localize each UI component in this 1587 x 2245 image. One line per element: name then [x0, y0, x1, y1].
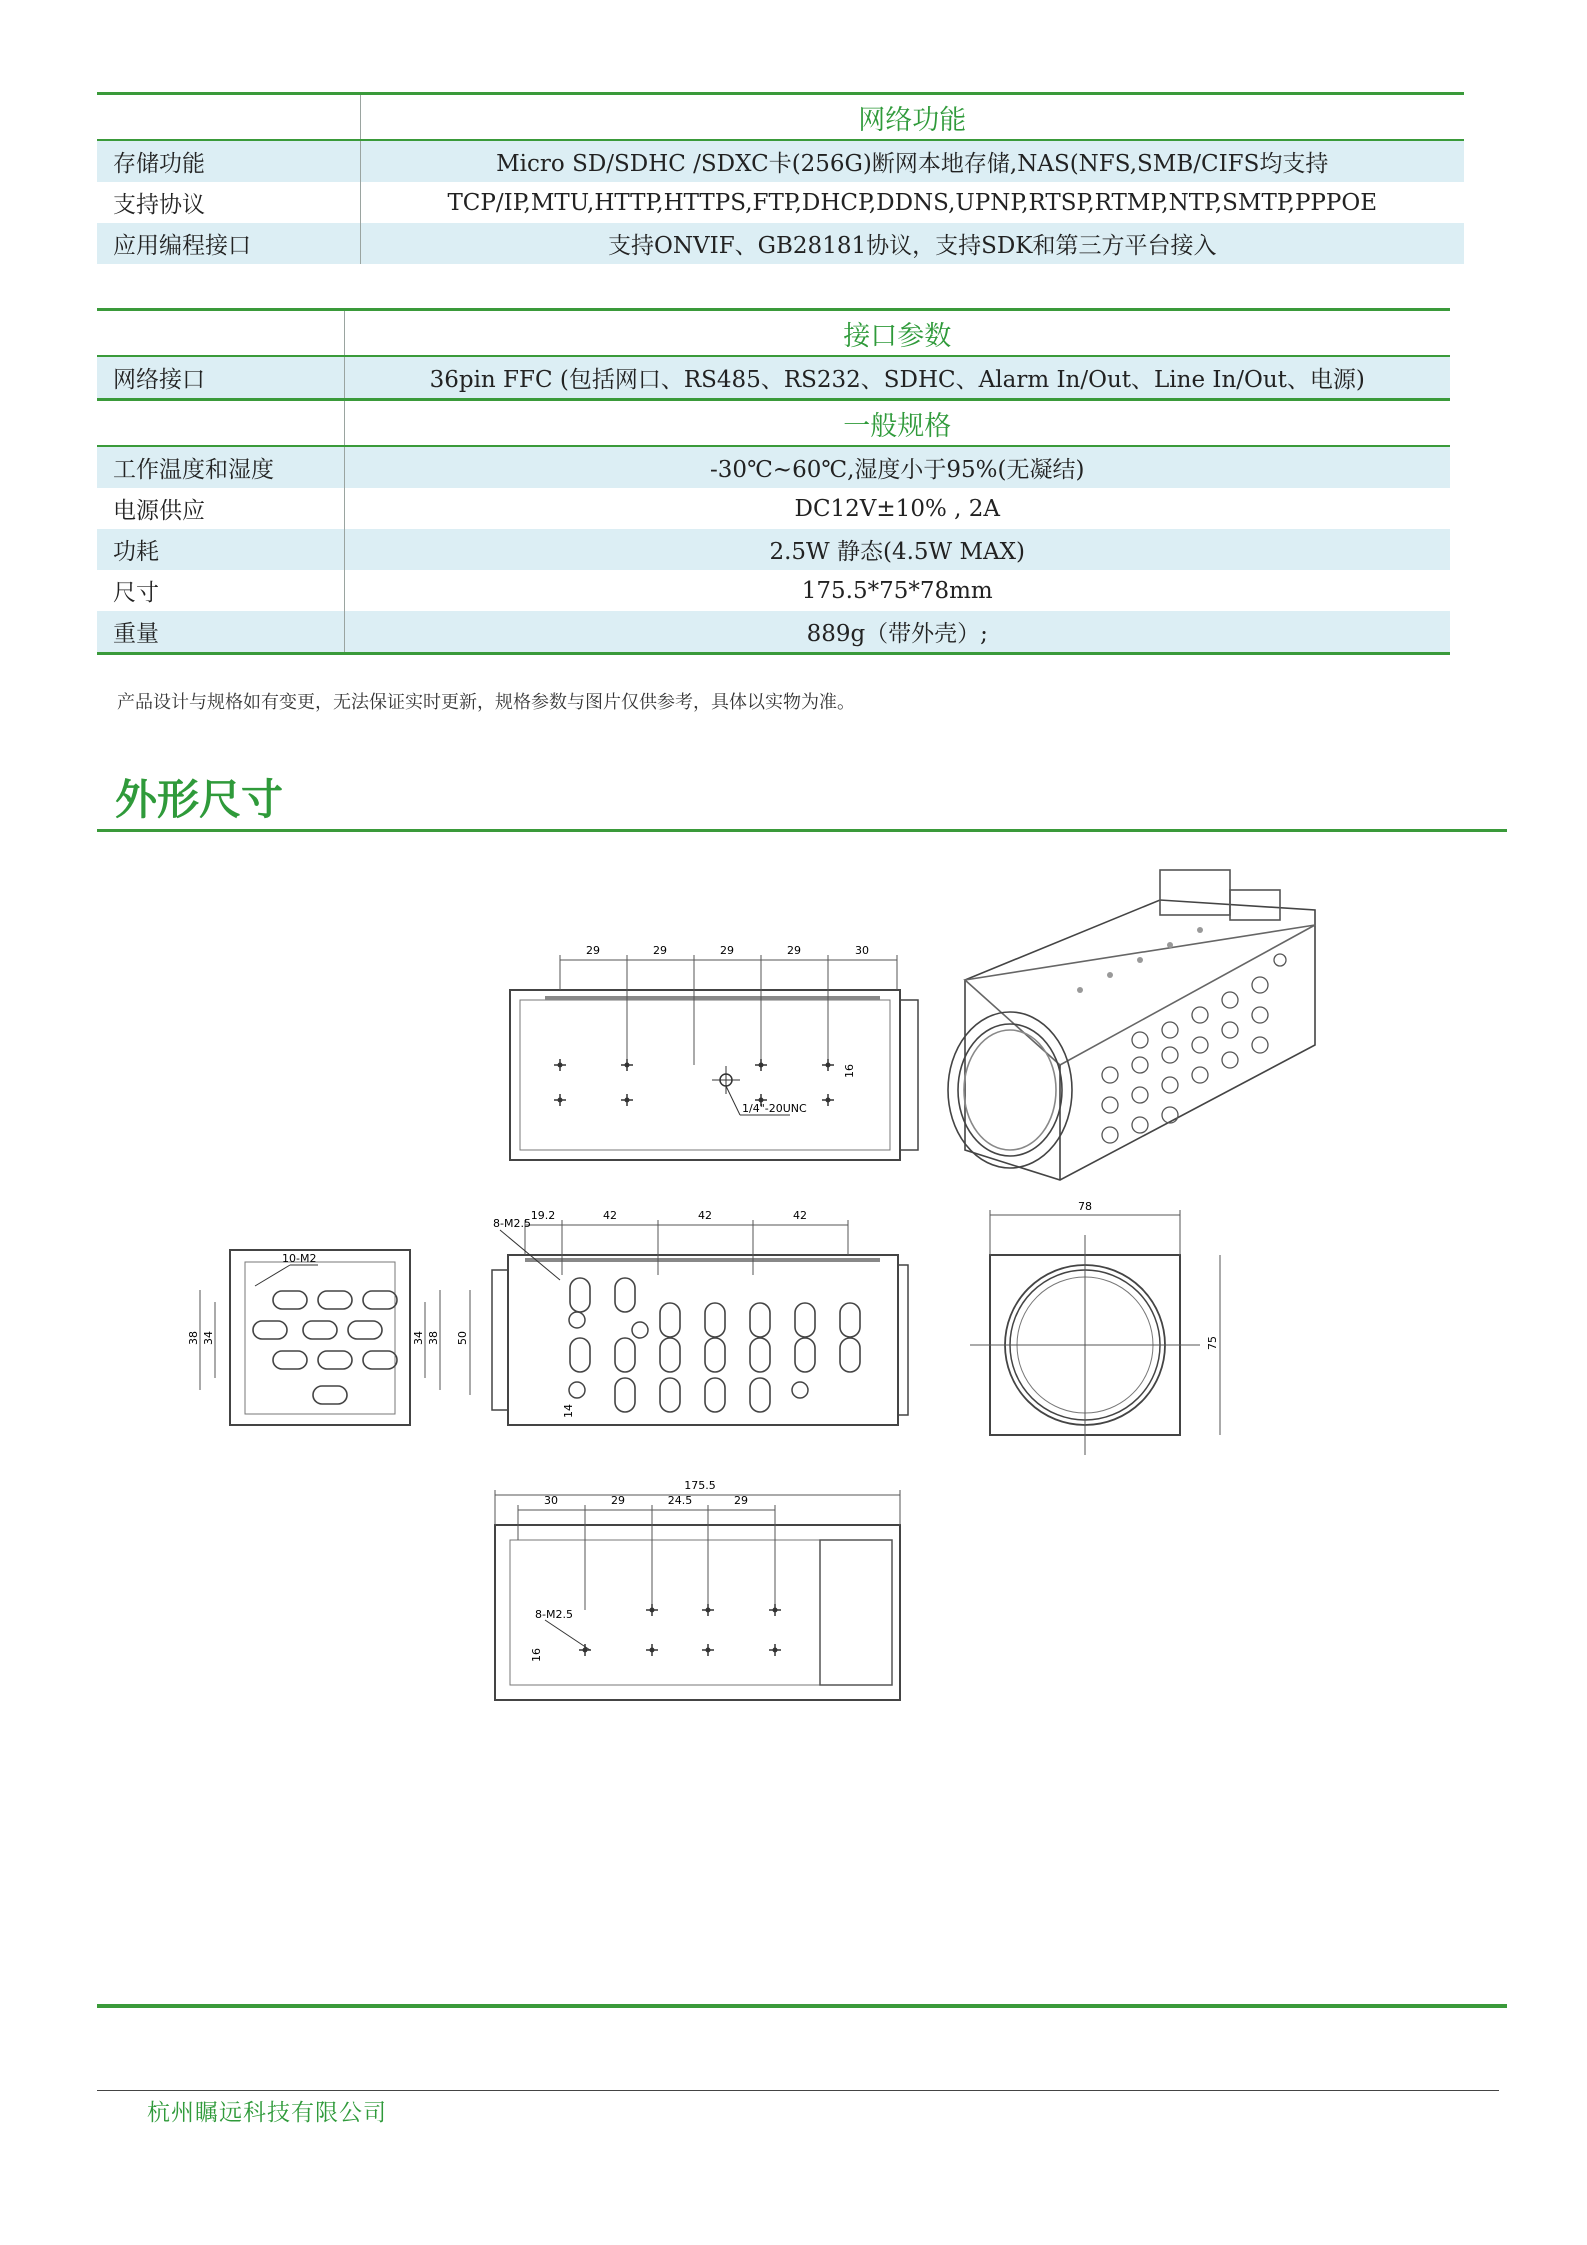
row-label: 功耗 [97, 529, 344, 570]
table-row [97, 529, 1450, 570]
section-header-general: 一般规格 [344, 400, 1450, 447]
table-header-row [97, 94, 1464, 141]
side-view-drawing [456, 1209, 908, 1425]
row-label: 工作温度和湿度 [97, 446, 344, 488]
table-row [97, 446, 1450, 488]
dim-label: 16 [530, 1648, 543, 1662]
network-spec-table [97, 92, 1464, 264]
row-label: 存储功能 [97, 140, 360, 182]
section-header-interface: 接口参数 [344, 310, 1450, 357]
dim-label: 34 [202, 1331, 215, 1345]
disclaimer-text: 产品设计与规格如有变更，无法保证实时更新，规格参数与图片仅供参考，具体以实物为准。 [117, 692, 855, 713]
dim-label: 19.2 [530, 1209, 556, 1222]
company-name: 杭州瞩远科技有限公司 [147, 2100, 387, 2126]
footer-divider [97, 2004, 1507, 2008]
dim-label: 29 [787, 944, 801, 957]
dim-label: 75 [1206, 1336, 1219, 1350]
row-value: Micro SD/SDHC /SDXC卡(256G)断网本地存储,NAS(NFS,SMB/CIFS均支持 [360, 140, 1464, 182]
header-empty-cell [97, 400, 344, 447]
dim-label: 50 [456, 1331, 469, 1345]
end-view-drawing [187, 1250, 440, 1425]
dim-label: 14 [562, 1404, 575, 1418]
thread-label: 1/4"-20UNC [742, 1102, 807, 1115]
dim-label: 42 [698, 1209, 712, 1222]
header-empty-cell [97, 94, 360, 141]
table-row [97, 570, 1450, 611]
row-label: 尺寸 [97, 570, 344, 611]
holes-label: 8-M2.5 [535, 1608, 573, 1621]
section-header-network: 网络功能 [360, 94, 1464, 141]
row-value: DC12V±10% , 2A [794, 495, 1000, 522]
top-view-drawing [510, 944, 918, 1160]
table-row [97, 488, 1450, 529]
dim-label: 24.5 [667, 1494, 693, 1507]
row-label: 电源供应 [97, 488, 344, 529]
front-view-drawing [970, 1200, 1220, 1455]
row-value: 支持ONVIF、GB28181协议，支持SDK和第三方平台接入 [360, 223, 1464, 264]
dim-label: 78 [1078, 1200, 1092, 1213]
dimension-drawings [0, 850, 1587, 1730]
table-header-row [97, 310, 1450, 357]
dim-label: 42 [793, 1209, 807, 1222]
dim-label: 29 [653, 944, 667, 957]
header-empty-cell [97, 310, 344, 357]
dim-label: 29 [586, 944, 600, 957]
table-row [97, 356, 1450, 400]
footer-thin-line [97, 2090, 1499, 2091]
table-header-row [97, 400, 1450, 447]
bottom-view-drawing [495, 1479, 900, 1700]
section-divider [97, 829, 1507, 832]
row-value: 175.5*75*78mm [801, 577, 993, 604]
holes-label: 8-M2.5 [493, 1217, 531, 1230]
dim-label: 38 [427, 1331, 440, 1345]
table-row [97, 182, 1464, 223]
interface-spec-table [97, 308, 1450, 655]
row-label: 重量 [97, 611, 344, 654]
section-title: 外形尺寸 [115, 775, 284, 824]
dim-label: 29 [720, 944, 734, 957]
row-value: 2.5W 静态(4.5W MAX) [344, 529, 1450, 570]
dim-label: 42 [603, 1209, 617, 1222]
dim-label: 175.5 [684, 1479, 716, 1492]
table-row [97, 611, 1450, 654]
dim-label: 29 [734, 1494, 748, 1507]
row-label: 网络接口 [97, 356, 344, 400]
table-row [97, 223, 1464, 264]
isometric-view-drawing [948, 870, 1315, 1180]
row-label: 应用编程接口 [97, 223, 360, 264]
holes-label: 10-M2 [282, 1252, 317, 1265]
row-label: 支持协议 [97, 182, 360, 223]
dim-label: 34 [412, 1331, 425, 1345]
row-value: 889g（带外壳）; [344, 611, 1450, 654]
dim-label: 30 [855, 944, 869, 957]
dim-label: 29 [611, 1494, 625, 1507]
dim-label: 16 [843, 1064, 856, 1078]
row-value: -30℃~60℃,湿度小于95%(无凝结) [344, 446, 1450, 488]
row-value: 36pin FFC (包括网口、RS485、RS232、SDHC、Alarm In/Out、Line In/Out、电源) [344, 356, 1450, 400]
dim-label: 30 [544, 1494, 558, 1507]
dim-label: 38 [187, 1331, 200, 1345]
row-value: TCP/IP,MTU,HTTP,HTTPS,FTP,DHCP,DDNS,UPNP,RTSP,RTMP,NTP,SMTP,PPPOE [447, 189, 1378, 216]
table-row [97, 140, 1464, 182]
